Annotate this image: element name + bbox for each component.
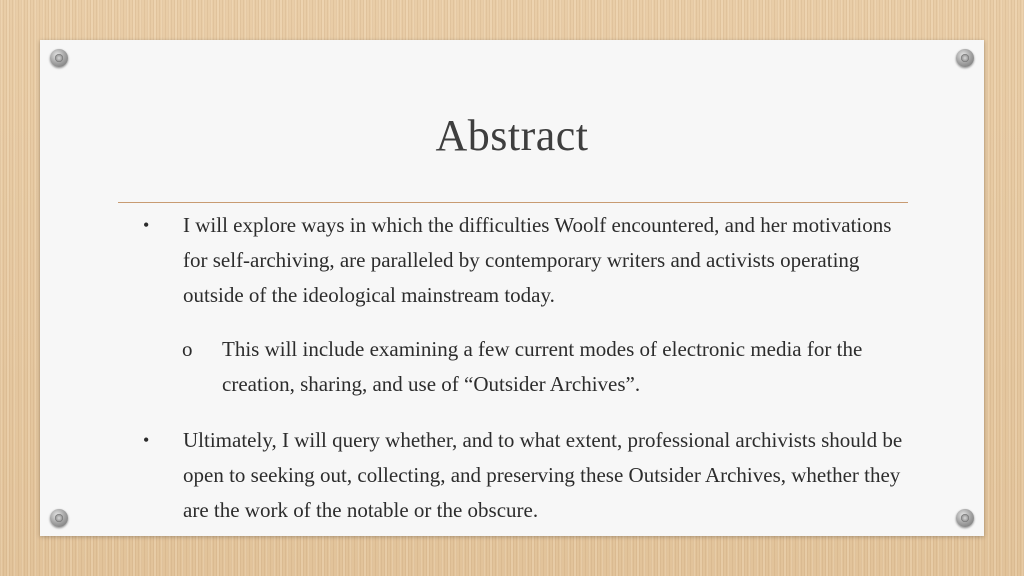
slide-body: [40, 40, 984, 536]
bullet-marker: •: [143, 215, 150, 235]
bullet-item: [143, 423, 903, 528]
sub-bullet-item: [182, 332, 922, 402]
sub-bullet-text: This will include examining a few current modes of electronic media for the creation, sharing, and use of “Outsider Archives”.: [222, 337, 863, 396]
bullet-item: [143, 208, 903, 313]
bullet-text: I will explore ways in which the difficulties Woolf encountered, and her motivations for self-archiving, are paralleled by contemporary writers and activists operating outside of the ideological mainstream today.: [183, 213, 892, 307]
slide-paper: [40, 40, 984, 536]
sub-bullet-marker: o: [182, 337, 193, 361]
bullet-marker: •: [143, 430, 150, 450]
slide-title: Abstract: [435, 111, 589, 160]
bullet-text: Ultimately, I will query whether, and to what extent, professional archivists should be open to seeking out, collecting, and preserving these Outsider Archives, whether they are the work of the notable or the obscure.: [183, 428, 903, 522]
